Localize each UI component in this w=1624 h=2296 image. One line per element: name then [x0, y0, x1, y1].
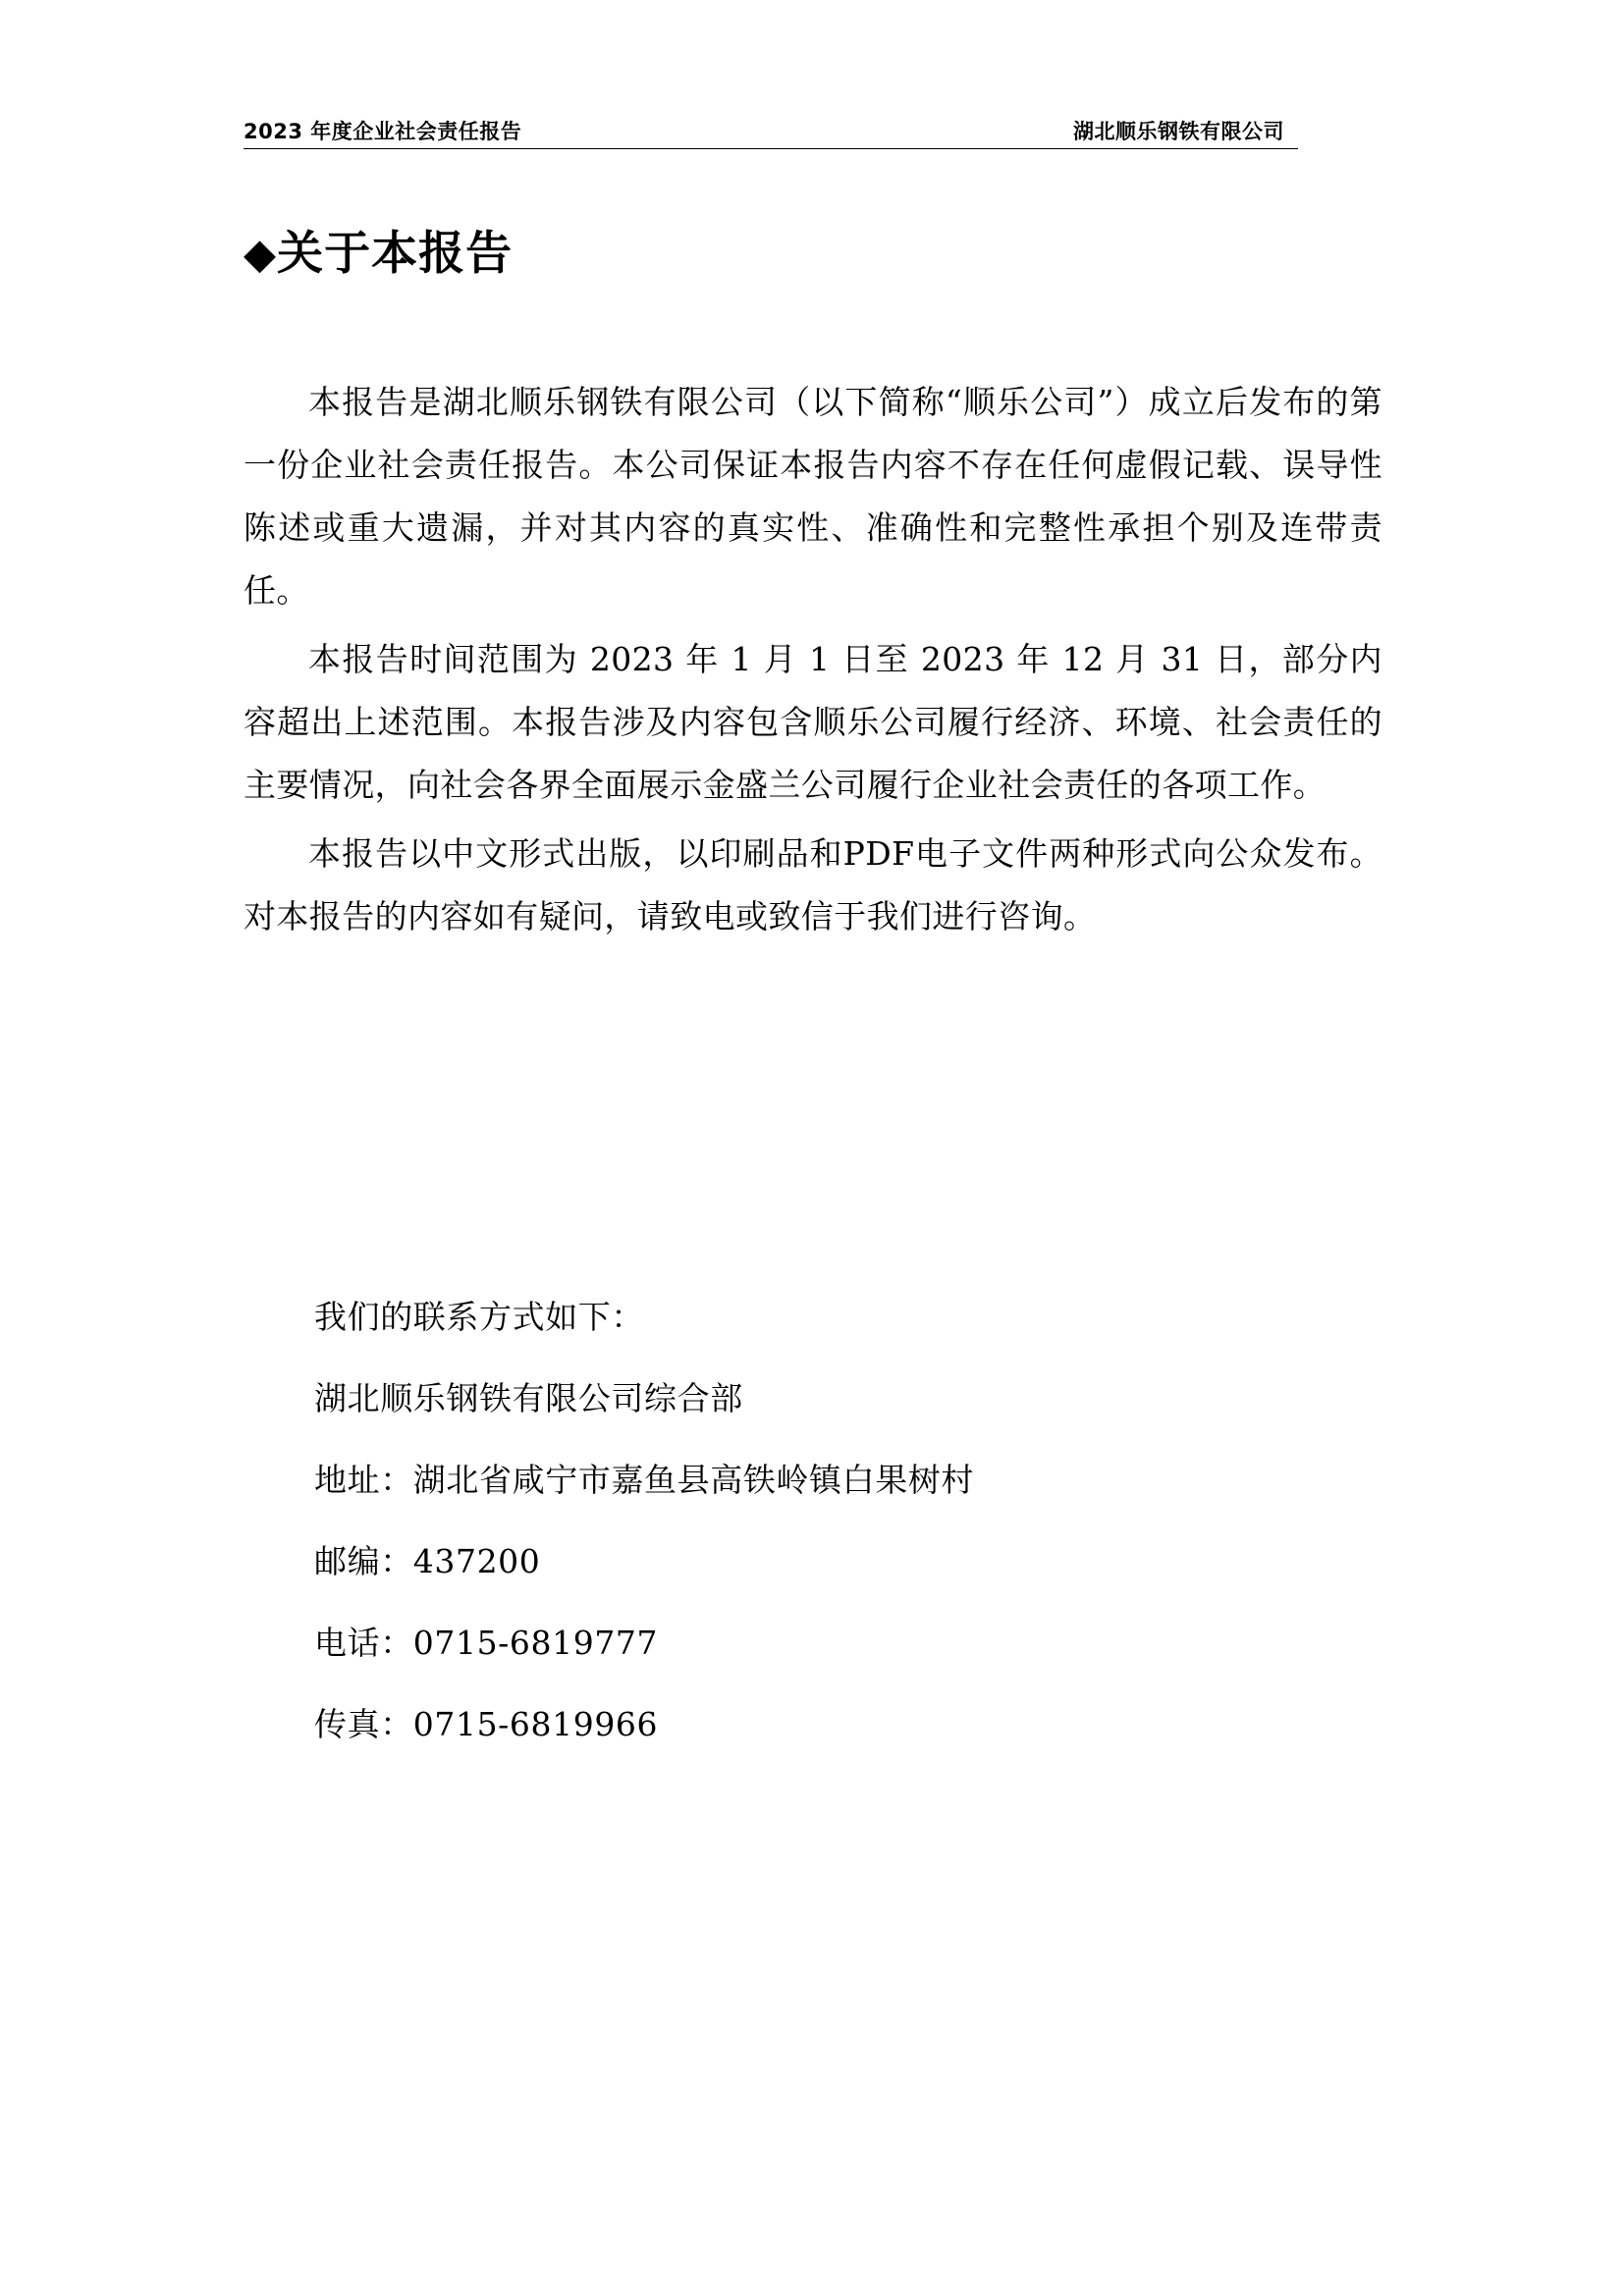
contact-block — [314, 1276, 1296, 1765]
body-text — [244, 371, 1382, 954]
header-divider — [244, 148, 1298, 149]
contact-phone: 电话：0715-6819777 — [314, 1624, 659, 1662]
page-title-text: 关于本报告 — [277, 227, 514, 282]
contact-postcode: 邮编：437200 — [314, 1542, 541, 1580]
page-title — [244, 217, 513, 283]
contact-intro: 我们的联系方式如下： — [314, 1298, 644, 1336]
contact-address: 地址：湖北省咸宁市嘉鱼县高铁岭镇白果树村 — [314, 1461, 974, 1499]
paragraph: 本报告以中文形式出版，以印刷品和PDF电子文件两种形式向公众发布。对本报告的内容如有疑问，请致电或致信于我们进行咨询。 — [244, 834, 1382, 935]
diamond-bullet-icon: ◆ — [244, 230, 278, 280]
header-right-text: 湖北顺乐钢铁有限公司 — [1073, 120, 1284, 143]
paragraph: 本报告是湖北顺乐钢铁有限公司（以下简称“顺乐公司”）成立后发布的第一份企业社会责任报告。本公司保证本报告内容不存在任何虚假记载、误导性陈述或重大遗漏，并对其内容的真实性、准确性和完整性承担个别及连带责任。 — [244, 383, 1382, 610]
page-header — [244, 116, 1298, 149]
contact-fax: 传真：0715-6819966 — [314, 1705, 659, 1743]
contact-department: 湖北顺乐钢铁有限公司综合部 — [314, 1379, 743, 1417]
paragraph: 本报告时间范围为 2023 年 1 月 1 日至 2023 年 12 月 31 日，部分内容超出上述范围。本报告涉及内容包含顺乐公司履行经济、环境、社会责任的主要情况，向社会各界全面展示金盛兰公司履行企业社会责任的各项工作。 — [244, 640, 1382, 804]
header-left-text: 2023 年度企业社会责任报告 — [244, 120, 522, 143]
